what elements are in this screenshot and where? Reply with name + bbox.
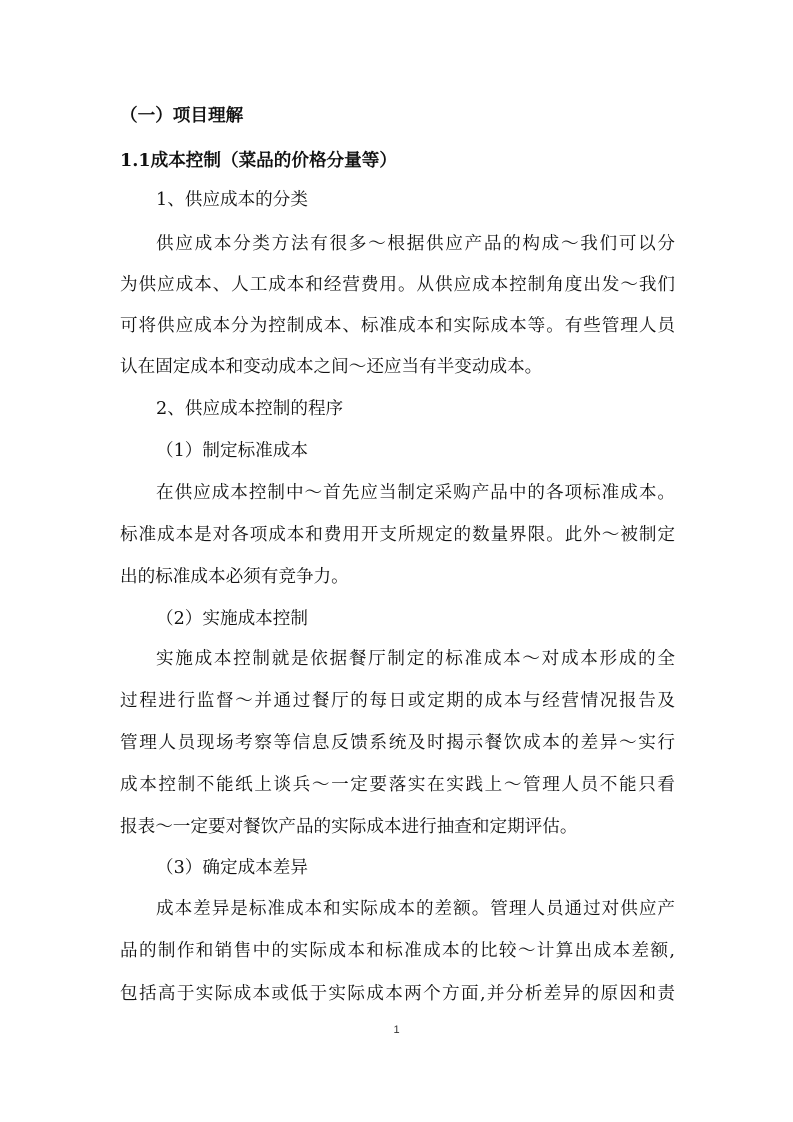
paragraph-line: 成本控制不能纸上谈兵～一定要落实在实践上～管理人员不能只看 (120, 775, 675, 795)
subsection-title-implement-control: （2）实施成本控制 (156, 609, 308, 629)
paragraph-line: 包括高于实际成本或低于实际成本两个方面,并分析差异的原因和责 (120, 984, 675, 1004)
paragraph-line: 标准成本是对各项成本和费用开支所规定的数量界限。此外～被制定 (120, 525, 675, 545)
paragraph-line: 成本差异是标准成本和实际成本的差额。管理人员通过对供应产 (156, 899, 675, 919)
paragraph-line: 管理人员现场考察等信息反馈系统及时揭示餐饮成本的差异～实行 (120, 733, 675, 753)
paragraph-line: 为供应成本、人工成本和经营费用。从供应成本控制角度出发～我们 (120, 275, 675, 295)
heading-project-understanding: （一）项目理解 (120, 105, 244, 126)
section-title-cost-classification: 1、供应成本的分类 (156, 190, 308, 210)
heading-cost-control: 1.1成本控制（菜品的价格分量等） (120, 150, 397, 171)
subsection-title-standard-cost: （1）制定标准成本 (156, 441, 308, 461)
paragraph-line: 认在固定成本和变动成本之间～还应当有半变动成本。 (120, 357, 543, 377)
paragraph-line: 出的标准成本必须有竞争力。 (120, 567, 349, 587)
paragraph-line: 报表～一定要对餐饮产品的实际成本进行抽查和定期评估。 (120, 817, 578, 837)
section-title-control-procedure: 2、供应成本控制的程序 (156, 399, 344, 419)
paragraph-line: 品的制作和销售中的实际成本和标准成本的比较～计算出成本差额, (120, 941, 675, 961)
paragraph-line: 供应成本分类方法有很多～根据供应产品的构成～我们可以分 (156, 234, 675, 254)
paragraph-line: 可将供应成本分为控制成本、标准成本和实际成本等。有些管理人员 (120, 316, 675, 336)
paragraph-line: 在供应成本控制中～首先应当制定采购产品中的各项标准成本。 (156, 483, 675, 503)
paragraph-line: 过程进行监督～并通过餐厅的每日或定期的成本与经营情况报告及 (120, 691, 675, 711)
paragraph-line: 实施成本控制就是依据餐厅制定的标准成本～对成本形成的全 (156, 649, 675, 669)
page-number: 1 (393, 1024, 400, 1036)
subsection-title-cost-variance: （3）确定成本差异 (156, 858, 308, 878)
